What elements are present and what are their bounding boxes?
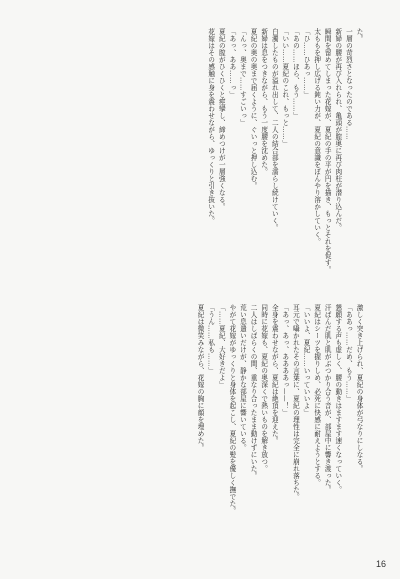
top-text-block: た。 一層の苛烈さとなったのである…… 新婦の腰が再び入れられ、亀頭が膣奥に再び肉柱が潜り込んだ。 瞬間を留めてしまった花嫁が、夏紀の手の平が円を描き、もっとそれを促す。 太ももを押し広げる鈍い力が、夏紀の意識をぼんやり溶かしていく。 「ひ……ひあっ……」 「あの……ほら、もう……」 「いい……夏紀のこれ、もっと……」 白濁したものが溢れ出して、二人の結合部を濡らし続けていく。 新婦は息をつきながら、もう一度腰を沈めた。 夏紀の奥の奥まで届くように、ぐいっと押し込む。 「んっ、奥まで……すごいっ」 「あっ、ああ……っ」 夏紀の膣がひくひくと痙攣し、締めつけが一層強くなる。 花嫁はその感触に身を震わせながら、ゆっくりと引き抜いた。: [206, 28, 363, 273]
bottom-text-block: 激しく突き上げられ、夏紀の身体が弓なりにしなる。 「ああっ……だめ、もう……」 懇願する声も虚しく、腰の動きはますます速くなっていく。 汗ばんだ肌と肌がぶつかり合う音が、部屋中に響き渡った。 夏紀はシーツを握りしめ、必死に快感に耐えようとする。 「いいよ、夏紀……いっていいよ」 耳元で囁かれたその言葉に、夏紀の理性は完全に崩れ落ちた。 「あっ、あっ、ああああっ——！」 全身を震わせながら、夏紀は絶頂を迎えた。 同時に花嫁も、夏紀の奥深くで熱いものを解き放つ。 二人はしばらくの間、重なり合ったまま動けずにいた。 荒い息遣いだけが、静かな部屋に響いている。 やがて花嫁がゆっくりと身体を起こし、夏紀の髪を優しく撫でた。 「……夏紀、大好きだよ」 「うん……私も……」 夏紀は微笑みながら、花嫁の胸に顔を埋めた。: [196, 304, 363, 514]
page-number: 16: [375, 559, 386, 569]
